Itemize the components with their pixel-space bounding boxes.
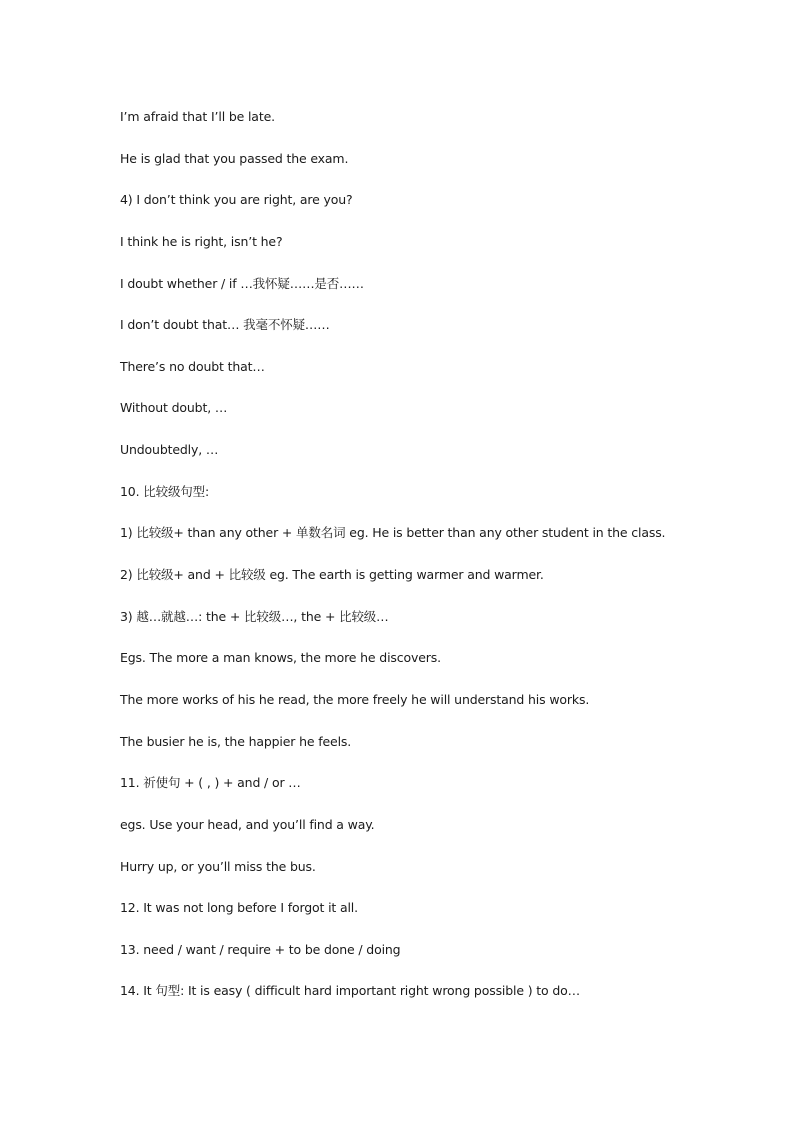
section-heading: 13. need / want / require + to be done / doing [120, 941, 401, 957]
text-line: 1) 比较级+ than any other + 单数名词 eg. He is better than any other student in the class. [120, 525, 666, 541]
text-line: I doubt whether / if …我怀疑……是否…… [120, 275, 364, 291]
section-heading: 11. 祈使句 + ( , ) + and / or … [120, 775, 301, 791]
text-line: The more works of his he read, the more freely he will understand his works. [120, 691, 590, 707]
text-line: egs. Use your head, and you’ll find a way. [120, 816, 375, 832]
text-line: I’m afraid that I’ll be late. [120, 109, 275, 124]
text-line: The busier he is, the happier he feels. [120, 733, 352, 749]
section-heading: 14. It 句型: It is easy ( difficult hard important right wrong possible ) to do… [120, 983, 580, 999]
text-line: Egs. The more a man knows, the more he discovers. [120, 650, 441, 666]
document-body [120, 108, 760, 1024]
text-line: Hurry up, or you’ll miss the bus. [120, 858, 316, 874]
text-line: Without doubt, … [120, 400, 228, 416]
text-line: There’s no doubt that… [120, 358, 265, 374]
text-line: 3) 越…就越…: the + 比较级…, the + 比较级… [120, 608, 389, 624]
text-line: I don’t doubt that… 我毫不怀疑…… [120, 317, 330, 333]
text-line: He is glad that you passed the exam. [120, 150, 349, 166]
text-line: 2) 比较级+ and + 比较级 eg. The earth is getting warmer and warmer. [120, 567, 544, 583]
text-line: Undoubtedly, … [120, 442, 219, 458]
section-heading: 10. 比较级句型: [120, 483, 210, 499]
text-line: I think he is right, isn’t he? [120, 233, 283, 249]
text-line: 4) I don’t think you are right, are you? [120, 192, 353, 208]
section-heading: 12. It was not long before I forgot it all. [120, 900, 358, 916]
